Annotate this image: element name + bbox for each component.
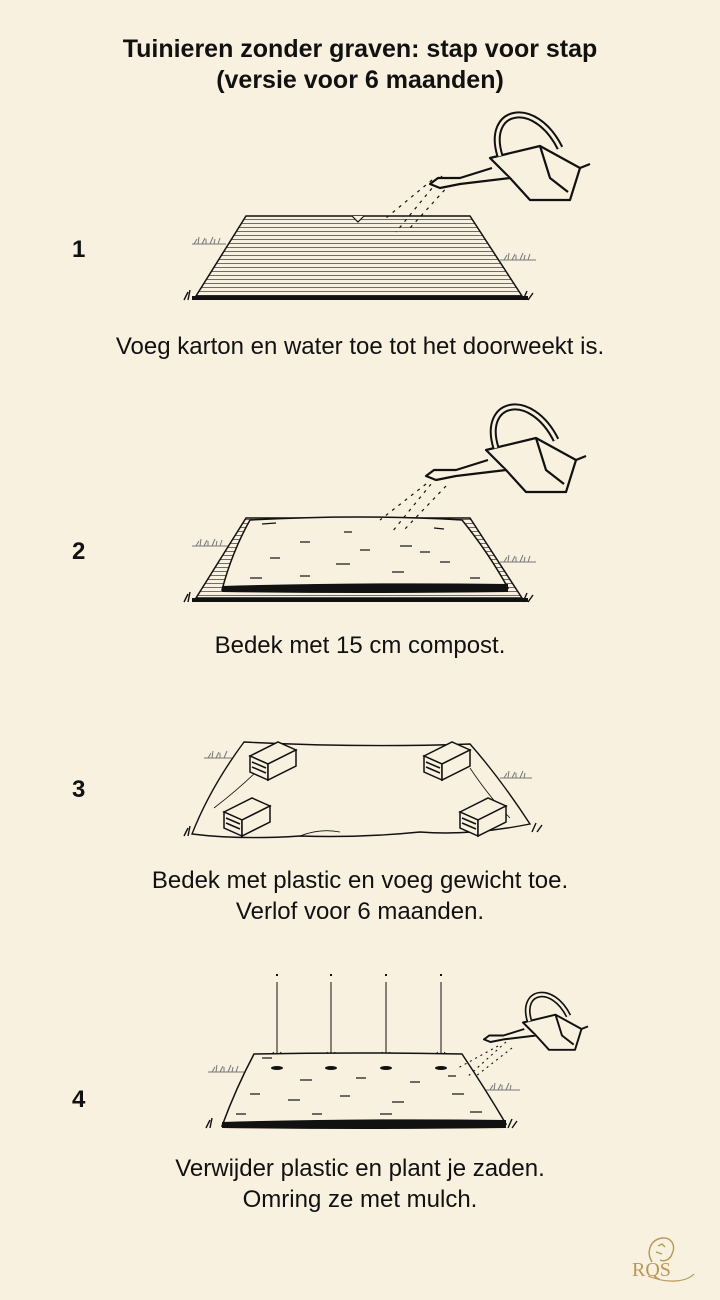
ground-line: [192, 296, 528, 300]
step-1-caption: [0, 331, 720, 362]
step-number-1: 1: [72, 236, 86, 263]
step-4-caption: [0, 1153, 720, 1215]
watering-can-icon: [484, 995, 588, 1050]
grass-right: [500, 555, 536, 562]
step-3-caption-line-2: Verlof voor 6 maanden.: [235, 898, 485, 925]
grass-left: [208, 1065, 244, 1072]
watering-can-icon: [426, 407, 586, 492]
step-3-caption: [0, 865, 720, 927]
ground-line: [192, 598, 528, 602]
step-number-2: 2: [72, 538, 86, 565]
step-2-caption: [0, 630, 720, 661]
watering-can-icon: [430, 115, 590, 200]
step-3-caption-line-1: Bedek met plastic en voeg gewicht toe.: [151, 867, 569, 894]
grass-left: [192, 539, 228, 546]
step-4-caption-line-1: Verwijder plastic en plant je zaden.: [175, 1155, 545, 1182]
step-2-illustration: [0, 392, 720, 617]
rqs-logo: [628, 1232, 698, 1288]
title-line-2: (versie voor 6 maanden): [216, 66, 504, 94]
seed-arrows: [273, 974, 445, 1060]
step-1-caption-line-1: Voeg karton en water toe tot het doorweekt is.: [115, 333, 605, 360]
step-4-caption-line-2: Omring ze met mulch.: [242, 1186, 478, 1213]
grass-right: [500, 253, 536, 260]
grass-right: [500, 771, 532, 778]
compost-layer: [222, 517, 508, 590]
step-number-3: 3: [72, 776, 86, 803]
grass-right: [486, 1083, 520, 1090]
step-4-illustration: [0, 968, 720, 1138]
page-title: [0, 34, 720, 96]
cardboard-sheet: [196, 216, 522, 296]
grass-left: [192, 237, 226, 244]
logo-text: RQS: [632, 1259, 671, 1281]
step-1-illustration: [0, 100, 720, 320]
step-3-illustration: [0, 728, 720, 848]
step-2-caption-line-1: Bedek met 15 cm compost.: [214, 632, 506, 659]
title-line-1: Tuinieren zonder graven: stap voor stap: [122, 35, 598, 63]
step-number-4: 4: [72, 1086, 86, 1113]
garden-bed: [222, 1053, 506, 1126]
grass-left: [204, 751, 234, 758]
